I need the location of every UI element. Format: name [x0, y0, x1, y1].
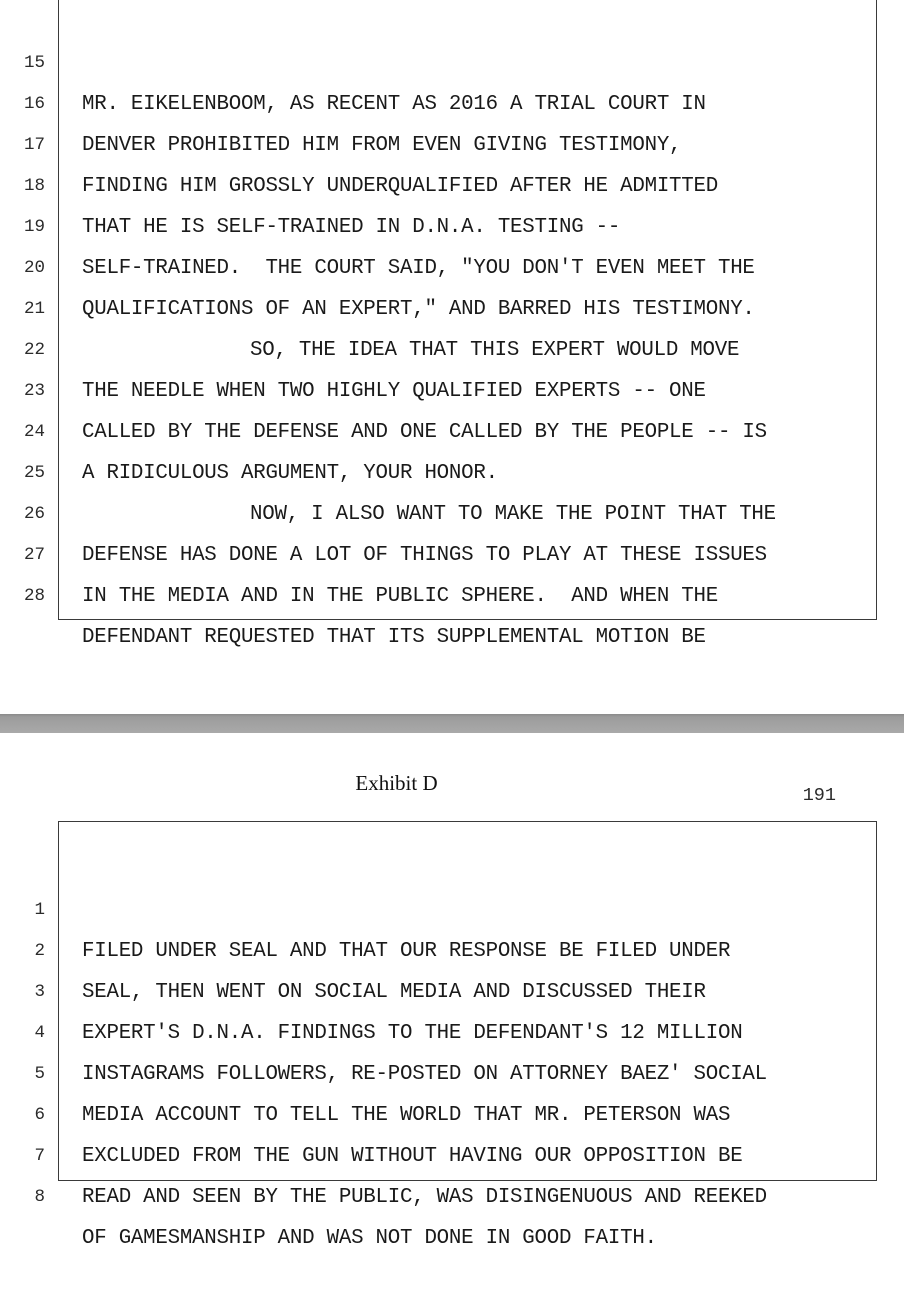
line-number: 28 [23, 586, 45, 606]
line-text: THAT HE IS SELF-TRAINED IN D.N.A. TESTING -- [82, 216, 621, 239]
line-text: SELF-TRAINED. THE COURT SAID, "YOU DON'T EVEN MEET THE [82, 257, 755, 280]
line-text: MR. EIKELENBOOM, AS RECENT AS 2016 A TRIAL COURT IN [82, 93, 706, 116]
line-number: 20 [23, 258, 45, 278]
line-text: THE NEEDLE WHEN TWO HIGHLY QUALIFIED EXPERTS -- ONE [82, 380, 706, 403]
line-text: EXCLUDED FROM THE GUN WITHOUT HAVING OUR OPPOSITION BE [82, 1145, 743, 1168]
line-text: DENVER PROHIBITED HIM FROM EVEN GIVING TESTIMONY, [82, 134, 682, 157]
line-text: READ AND SEEN BY THE PUBLIC, WAS DISINGENUOUS AND REEKED [82, 1186, 767, 1209]
line-number: 8 [34, 1187, 45, 1207]
line-text: SEAL, THEN WENT ON SOCIAL MEDIA AND DISCUSSED THEIR [82, 981, 706, 1004]
line-number: 17 [23, 135, 45, 155]
transcript-line [0, 2, 904, 116]
line-number: 6 [34, 1105, 45, 1125]
line-number: 16 [23, 94, 45, 114]
line-number: 19 [23, 217, 45, 237]
page-number: 191 [802, 785, 836, 806]
line-number: 18 [23, 176, 45, 196]
line-number: 2 [34, 941, 45, 961]
line-number: 7 [34, 1146, 45, 1166]
line-number: 1 [34, 900, 45, 920]
line-number: 22 [23, 340, 45, 360]
line-number: 25 [23, 463, 45, 483]
page-separator [0, 714, 904, 733]
line-number: 5 [34, 1064, 45, 1084]
line-text: QUALIFICATIONS OF AN EXPERT," AND BARRED HIS TESTIMONY. [82, 298, 755, 321]
line-number: 26 [23, 504, 45, 524]
line-number: 15 [23, 53, 45, 73]
line-text: SO, THE IDEA THAT THIS EXPERT WOULD MOVE [250, 339, 740, 362]
line-text: FILED UNDER SEAL AND THAT OUR RESPONSE BE FILED UNDER [82, 940, 731, 963]
line-number: 24 [23, 422, 45, 442]
line-number: 21 [23, 299, 45, 319]
line-text: DEFENDANT REQUESTED THAT ITS SUPPLEMENTAL MOTION BE [82, 626, 706, 649]
line-text: INSTAGRAMS FOLLOWERS, RE-POSTED ON ATTORNEY BAEZ' SOCIAL [82, 1063, 767, 1086]
line-number: 23 [23, 381, 45, 401]
line-text: CALLED BY THE DEFENSE AND ONE CALLED BY THE PEOPLE -- IS [82, 421, 767, 444]
line-text: IN THE MEDIA AND IN THE PUBLIC SPHERE. AND WHEN THE [82, 585, 718, 608]
exhibit-title: Exhibit D [355, 771, 438, 795]
line-text: OF GAMESMANSHIP AND WAS NOT DONE IN GOOD FAITH. [82, 1227, 657, 1250]
transcript-page-bottom [0, 733, 904, 1250]
line-text: DEFENSE HAS DONE A LOT OF THINGS TO PLAY AT THESE ISSUES [82, 544, 767, 567]
line-number: 27 [23, 545, 45, 565]
line-text: EXPERT'S D.N.A. FINDINGS TO THE DEFENDANT'S 12 MILLION [82, 1022, 743, 1045]
line-number: 4 [34, 1023, 45, 1043]
line-text: NOW, I ALSO WANT TO MAKE THE POINT THAT THE [250, 503, 776, 526]
line-text: MEDIA ACCOUNT TO TELL THE WORLD THAT MR. PETERSON WAS [82, 1104, 731, 1127]
line-number: 3 [34, 982, 45, 1002]
transcript-line [0, 849, 904, 963]
line-text: A RIDICULOUS ARGUMENT, YOUR HONOR. [82, 462, 498, 485]
line-text: FINDING HIM GROSSLY UNDERQUALIFIED AFTER HE ADMITTED [82, 175, 718, 198]
